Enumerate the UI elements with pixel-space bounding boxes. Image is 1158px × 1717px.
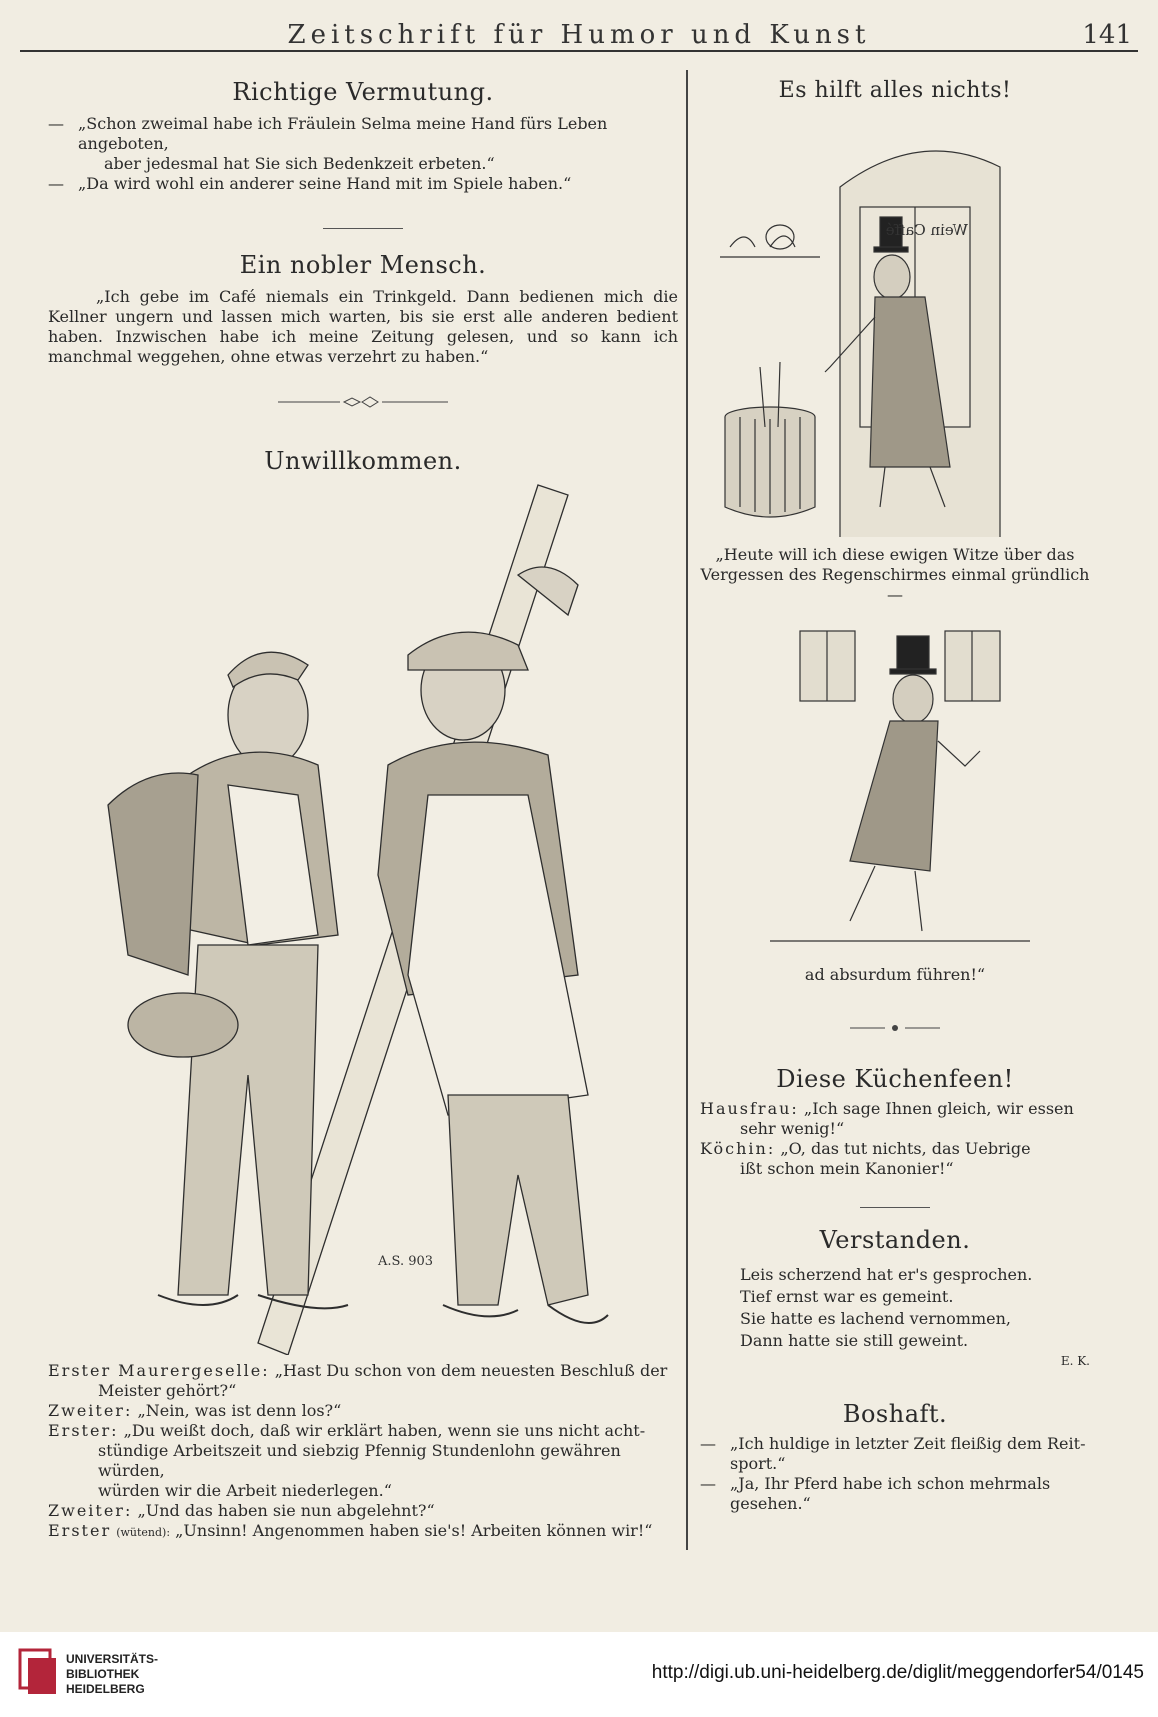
separator-rule [323, 228, 403, 229]
right-column [700, 78, 1090, 1514]
running-header [20, 18, 1138, 52]
library-footer [0, 1632, 1158, 1717]
dialogue-line: Meister gehört?“ [98, 1381, 237, 1400]
caption-line: Vergessen des Regenschirmes einmal gründlich — [700, 565, 1090, 604]
poem-verstanden [700, 1264, 1090, 1372]
dialogue-line: stündige Arbeitszeit und siebzig Pfennig Stundenlohn gewähren würden, [98, 1441, 621, 1480]
ornament-icon [278, 395, 448, 409]
quote-line: aber jedesmal hat Sie sich Bedenkzeit erbeten.“ [104, 154, 495, 173]
illustration-cafe-door [700, 107, 1090, 537]
poem-line: Leis scherzend hat er's gesprochen. [740, 1265, 1033, 1284]
illustration-signature: A.S. 903 [378, 1254, 434, 1269]
section-title-es-hilft-alles-nichts: Es hilft alles nichts! [778, 78, 1012, 103]
section-title-boshaft: Boshaft. [842, 1400, 948, 1428]
library-name: UNIVERSITÄTS- BIBLIOTHEK HEIDELBERG [66, 1652, 159, 1696]
university-logo [18, 1648, 58, 1702]
quote-line: — „Da wird wohl ein anderer seine Hand mit im Spiele haben.“ [48, 174, 572, 193]
walking-man-drawing [700, 621, 1090, 961]
anecdote-ein-nobler-mensch: „Ich gebe im Café niemals ein Trinkgeld. Dann bedienen mich die Kellner ungern und lassen mich warten, bis sie erst alle anderen bedient haben. Inzwischen habe ich meine Zeitung gelesen, und so kann ich manchmal weggehen, ohne etwas verzehrt zu haben.“ [48, 287, 678, 366]
caption-line: „Heute will ich diese ewigen Witze über das [715, 545, 1075, 564]
illustration-walking-man [700, 621, 1090, 961]
quote-line: — „Ja, Ihr Pferd habe ich schon mehrmals [700, 1474, 1051, 1493]
caption-cafe-door [700, 545, 1090, 605]
dialogue-line: Zweiter: „Und das haben sie nun abgelehnt?“ [48, 1501, 435, 1520]
dialogue-line: Köchin: „O, das tut nichts, das Uebrige [700, 1139, 1031, 1158]
anecdote-richtige-vermutung [48, 114, 678, 194]
header-title: Zeitschrift für Humor und Kunst [287, 20, 871, 50]
section-title-richtige-vermutung: Richtige Vermutung. [232, 78, 494, 106]
quote-line: — „Ich huldige in letzter Zeit fleißig dem Reit- [700, 1434, 1086, 1453]
dialogue-unwillkommen [48, 1361, 678, 1543]
poem-author: E. K. [1060, 1354, 1090, 1368]
ornament-divider [700, 1021, 1090, 1037]
column-divider [686, 70, 688, 1550]
caption-walking-man: ad absurdum führen!“ [804, 965, 986, 984]
quote-line: sport.“ [730, 1454, 786, 1473]
library-logo-icon [18, 1648, 58, 1698]
section-title-ein-nobler-mensch: Ein nobler Mensch. [239, 251, 487, 279]
illustration-masons [48, 475, 678, 1355]
dialogue-kuechenfeen [700, 1099, 1090, 1179]
ornament-icon [850, 1023, 940, 1033]
dialogue-line: Zweiter: „Nein, was ist denn los?“ [48, 1401, 342, 1420]
poem-line: Tief ernst war es gemeint. [740, 1287, 954, 1306]
section-title-unwillkommen: Unwillkommen. [264, 447, 462, 475]
ornament-divider [48, 395, 678, 413]
section-title-verstanden: Verstanden. [819, 1226, 971, 1254]
dialogue-line: Erster: „Du weißt doch, daß wir erklärt haben, wenn sie uns nicht acht- [48, 1421, 646, 1440]
dialogue-line: Erster Maurergeselle: „Hast Du schon von dem neuesten Beschluß der [48, 1361, 668, 1380]
separator-rule [860, 1207, 930, 1208]
source-url-link[interactable]: http://digi.ub.uni-heidelberg.de/diglit/meggendorfer54/0145 [651, 1662, 1144, 1683]
left-column [48, 68, 678, 1543]
dialogue-line: ißt schon mein Kanonier!“ [740, 1159, 954, 1178]
quote-line: gesehen.“ [730, 1494, 811, 1513]
poem-line: Dann hatte sie still geweint. [740, 1331, 969, 1350]
quote-line: — „Schon zweimal habe ich Fräulein Selma meine Hand fürs Leben angeboten, [48, 114, 608, 153]
dialogue-line: Erster (wütend): „Unsinn! Angenommen haben sie's! Arbeiten können wir!“ [48, 1521, 653, 1540]
cafe-sign: Wein Caffé [885, 221, 968, 239]
cafe-door-drawing [700, 107, 1090, 537]
section-title-diese-kuechenfeen: Diese Küchenfeen! [776, 1065, 1014, 1093]
anecdote-boshaft [700, 1434, 1090, 1514]
dialogue-line: sehr wenig!“ [740, 1119, 845, 1138]
dialogue-line: würden wir die Arbeit niederlegen.“ [98, 1481, 392, 1500]
page-number: 141 [1082, 20, 1132, 50]
dialogue-line: Hausfrau: „Ich sage Ihnen gleich, wir essen [700, 1099, 1074, 1118]
masons-drawing [48, 475, 678, 1355]
poem-line: Sie hatte es lachend vernommen, [740, 1309, 1011, 1328]
